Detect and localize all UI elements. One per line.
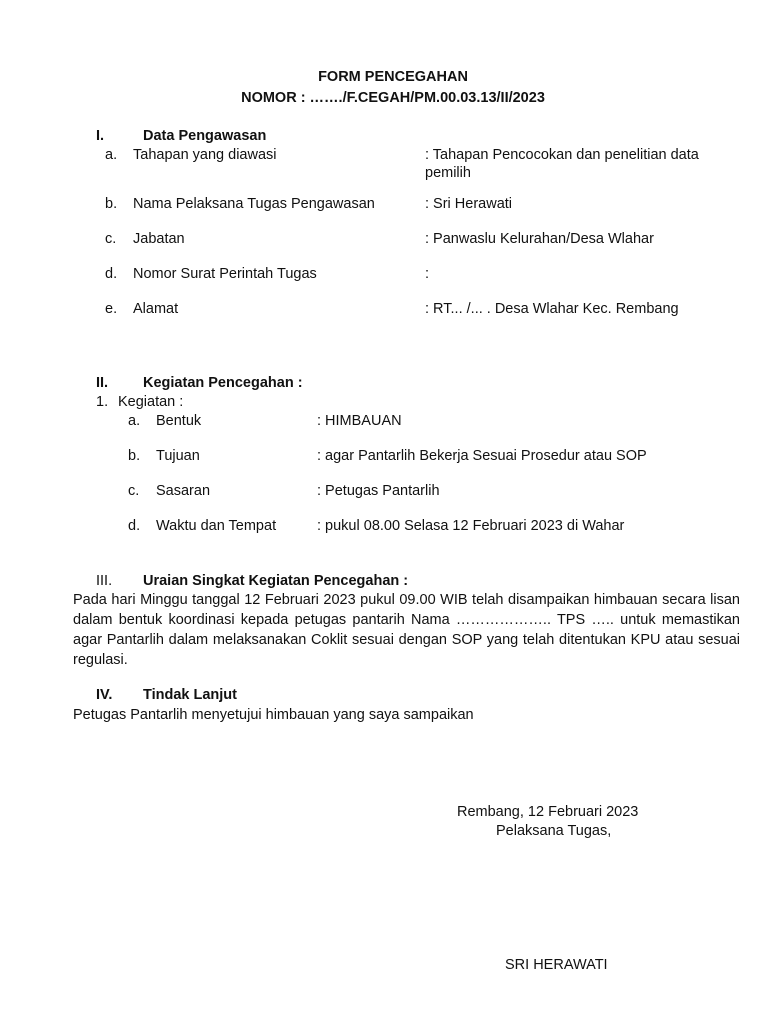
section-2-item-b-value: : agar Pantarlih Bekerja Sesuai Prosedur atau SOP: [317, 448, 647, 464]
section-4-heading: Tindak Lanjut: [143, 687, 237, 703]
section-2-heading: Kegiatan Pencegahan :: [143, 375, 303, 391]
section-1-item-c-label: Jabatan: [133, 231, 185, 247]
section-1-item-b-label: Nama Pelaksana Tugas Pengawasan: [133, 196, 375, 212]
section-2-item-d-value: : pukul 08.00 Selasa 12 Februari 2023 di Wahar: [317, 518, 625, 534]
section-1-item-a-letter: a.: [105, 147, 118, 163]
section-2-item-b-letter: b.: [128, 448, 141, 464]
section-1-numeral: I.: [96, 128, 105, 144]
section-3-heading: Uraian Singkat Kegiatan Pencegahan :: [143, 573, 409, 589]
form-title: FORM PENCEGAHAN: [318, 69, 468, 85]
section-2-sub-label: Kegiatan :: [118, 394, 184, 410]
section-3-numeral: III.: [96, 573, 113, 589]
section-1-item-d-letter: d.: [105, 266, 118, 282]
section-2-item-c-label: Sasaran: [156, 483, 211, 499]
section-1-item-e-letter: e.: [105, 301, 118, 317]
section-4-body: Petugas Pantarlih menyetujui himbauan yang saya sampaikan: [73, 707, 474, 723]
section-2-item-c-value: : Petugas Pantarlih: [317, 483, 440, 499]
section-1-item-c-letter: c.: [105, 231, 117, 247]
section-1-item-b-value: : Sri Herawati: [425, 196, 513, 212]
section-2-sub-number: 1.: [96, 394, 109, 410]
section-1-item-e-value: : RT... /... . Desa Wlahar Kec. Rembang: [425, 301, 679, 317]
section-4-numeral: IV.: [96, 687, 113, 703]
section-2-item-c-letter: c.: [128, 483, 140, 499]
section-1-item-a-value: : Tahapan Pencocokan dan penelitian data pemilih: [425, 147, 699, 181]
section-1-item-b-letter: b.: [105, 196, 118, 212]
section-2-numeral: II.: [96, 375, 109, 391]
section-1-item-e-label: Alamat: [133, 301, 179, 317]
section-3-body: Pada hari Minggu tanggal 12 Februari 2023 pukul 09.00 WIB telah disampaikan himbauan secara lisan dalam bentuk koordinasi kepada petugas pantarih Nama ……………….. TPS ….. untuk memastikan agar Pantarlih dalam melaksanakan Coklit sesuai dengan SOP yang telah ditentukan KPU atau sesuai regulasi.: [73, 592, 740, 668]
section-2-item-a-label: Bentuk: [156, 413, 202, 429]
section-2-item-d-letter: d.: [128, 518, 141, 534]
form-number: NOMOR : ……./F.CEGAH/PM.00.03.13/II/2023: [241, 90, 545, 106]
signature-name: SRI HERAWATI: [505, 957, 608, 973]
signature-place-date: Rembang, 12 Februari 2023: [457, 804, 639, 820]
section-2-item-b-label: Tujuan: [156, 448, 200, 464]
section-1-item-d-label: Nomor Surat Perintah Tugas: [133, 266, 317, 282]
section-1-item-a-label: Tahapan yang diawasi: [133, 147, 277, 163]
section-2-item-a-letter: a.: [128, 413, 141, 429]
section-2-item-a-value: : HIMBAUAN: [317, 413, 402, 429]
section-1-heading: Data Pengawasan: [143, 128, 267, 144]
section-2-item-d-label: Waktu dan Tempat: [156, 518, 277, 534]
signature-role: Pelaksana Tugas,: [496, 823, 612, 839]
section-1-item-c-value: : Panwaslu Kelurahan/Desa Wlahar: [425, 231, 654, 247]
section-1-item-d-value: :: [425, 266, 430, 282]
